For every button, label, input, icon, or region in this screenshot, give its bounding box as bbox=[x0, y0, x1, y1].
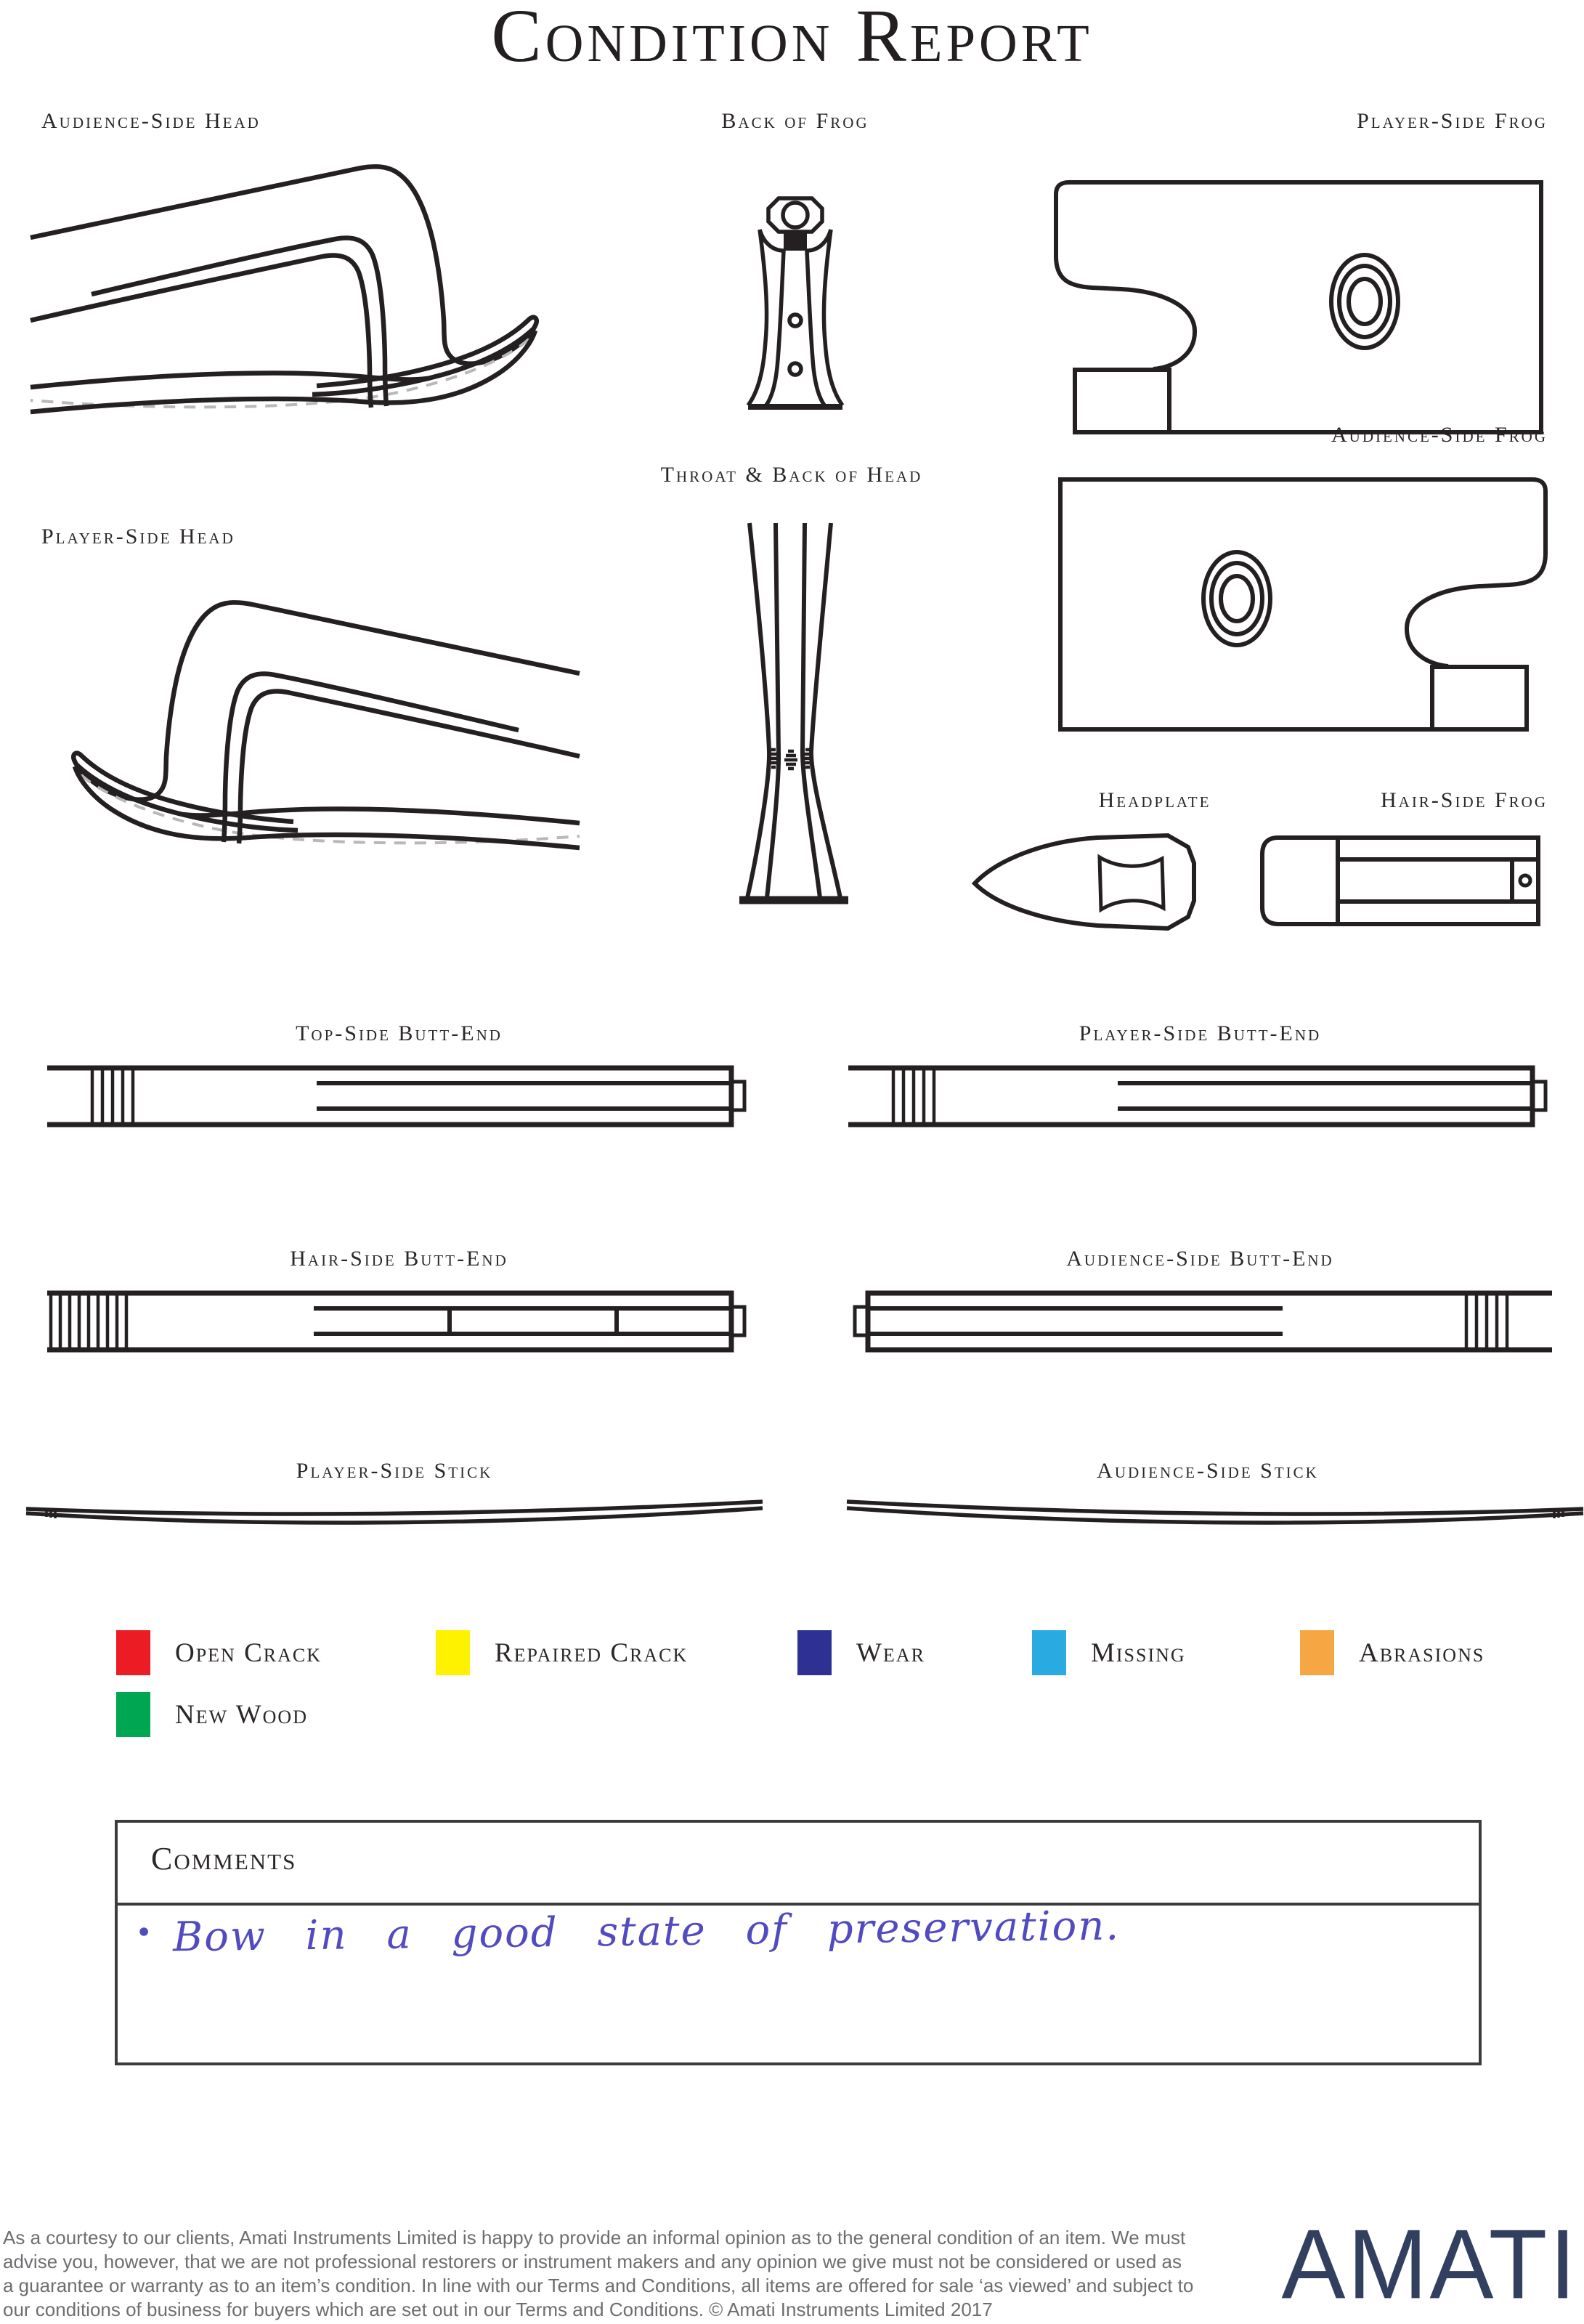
comments-divider bbox=[118, 1903, 1479, 1906]
audience-side-frog-diagram bbox=[1050, 474, 1551, 735]
footer-disclaimer bbox=[3, 2226, 1259, 2322]
label-player-side-stick: Player-Side Stick bbox=[296, 1459, 493, 1483]
legend-item-open-crack bbox=[116, 1629, 322, 1676]
back-of-frog-diagram bbox=[741, 187, 850, 416]
footer-line: a guarantee or warranty as to an item’s condition. In line with our Terms and Conditions, all items are offered for sale ‘as viewed’ and subject to bbox=[3, 2275, 1194, 2296]
wear-swatch bbox=[797, 1630, 832, 1675]
hair-side-butt-end-diagram bbox=[45, 1287, 753, 1356]
wear-label: Wear bbox=[856, 1637, 925, 1668]
legend-item-repaired-crack bbox=[436, 1629, 688, 1676]
new-wood-swatch bbox=[116, 1692, 150, 1737]
label-audience-side-frog: Audience-Side Frog bbox=[1331, 423, 1548, 447]
label-back-of-frog: Back of Frog bbox=[721, 109, 869, 133]
note-text: Bow in a good state of preservation. bbox=[172, 1902, 1121, 1961]
comments-box bbox=[115, 1820, 1482, 2065]
abrasions-swatch bbox=[1300, 1630, 1334, 1675]
note-bullet: • bbox=[135, 1916, 155, 1950]
audience-side-butt-end-diagram bbox=[846, 1287, 1554, 1356]
hair-side-frog-diagram bbox=[1256, 832, 1547, 930]
missing-label: Missing bbox=[1091, 1637, 1186, 1668]
amati-logo: AMATI bbox=[1281, 2208, 1578, 2320]
player-side-frog-diagram bbox=[1050, 177, 1551, 438]
throat-back-of-head-diagram bbox=[732, 517, 856, 910]
open-crack-swatch bbox=[116, 1630, 150, 1675]
footer-line: our conditions of business for buyers which are set out in our Terms and Conditions. © Amati Instruments Limited 2017 bbox=[3, 2299, 993, 2320]
label-hair-side-frog: Hair-Side Frog bbox=[1380, 788, 1548, 812]
label-audience-side-butt-end: Audience-Side Butt-End bbox=[1066, 1247, 1334, 1271]
audience-side-stick-diagram bbox=[841, 1497, 1584, 1530]
label-audience-side-head: Audience-Side Head bbox=[41, 109, 261, 133]
legend-item-missing bbox=[1032, 1629, 1186, 1676]
label-throat-back-of-head: Throat & Back of Head bbox=[660, 463, 923, 487]
label-hair-side-butt-end: Hair-Side Butt-End bbox=[290, 1247, 508, 1271]
player-side-head-diagram bbox=[29, 578, 581, 890]
label-player-side-butt-end: Player-Side Butt-End bbox=[1079, 1021, 1322, 1045]
footer-line: As a courtesy to our clients, Amati Instruments Limited is happy to provide an informal opinion as to the general condition of an item. We must bbox=[3, 2227, 1186, 2248]
comments-heading: Comments bbox=[151, 1841, 297, 1876]
footer-line: advise you, however, that we are not professional restorers or instrument makers and any opinion we give must not be considered or used as bbox=[3, 2251, 1182, 2272]
missing-swatch bbox=[1032, 1630, 1066, 1675]
new-wood-label: New Wood bbox=[175, 1699, 308, 1730]
label-player-side-head: Player-Side Head bbox=[41, 525, 235, 548]
legend-item-new-wood bbox=[116, 1691, 308, 1738]
player-side-stick-diagram bbox=[20, 1497, 768, 1530]
label-player-side-frog: Player-Side Frog bbox=[1357, 109, 1548, 133]
repaired-crack-swatch bbox=[436, 1630, 470, 1675]
repaired-crack-label: Repaired Crack bbox=[495, 1637, 689, 1668]
audience-side-head-diagram bbox=[29, 142, 581, 454]
abrasions-label: Abrasions bbox=[1359, 1637, 1485, 1668]
open-crack-label: Open Crack bbox=[175, 1637, 322, 1668]
handwritten-note bbox=[135, 1902, 1121, 1961]
headplate-diagram bbox=[970, 828, 1210, 937]
player-side-butt-end-diagram bbox=[846, 1062, 1554, 1131]
label-top-side-butt-end: Top-Side Butt-End bbox=[296, 1021, 503, 1045]
top-side-butt-end-diagram bbox=[45, 1062, 753, 1131]
legend-item-abrasions bbox=[1300, 1629, 1485, 1676]
label-audience-side-stick: Audience-Side Stick bbox=[1097, 1459, 1319, 1483]
page-title: Condition Report bbox=[491, 0, 1093, 78]
label-headplate: Headplate bbox=[1098, 788, 1211, 812]
legend-item-wear bbox=[797, 1629, 925, 1676]
